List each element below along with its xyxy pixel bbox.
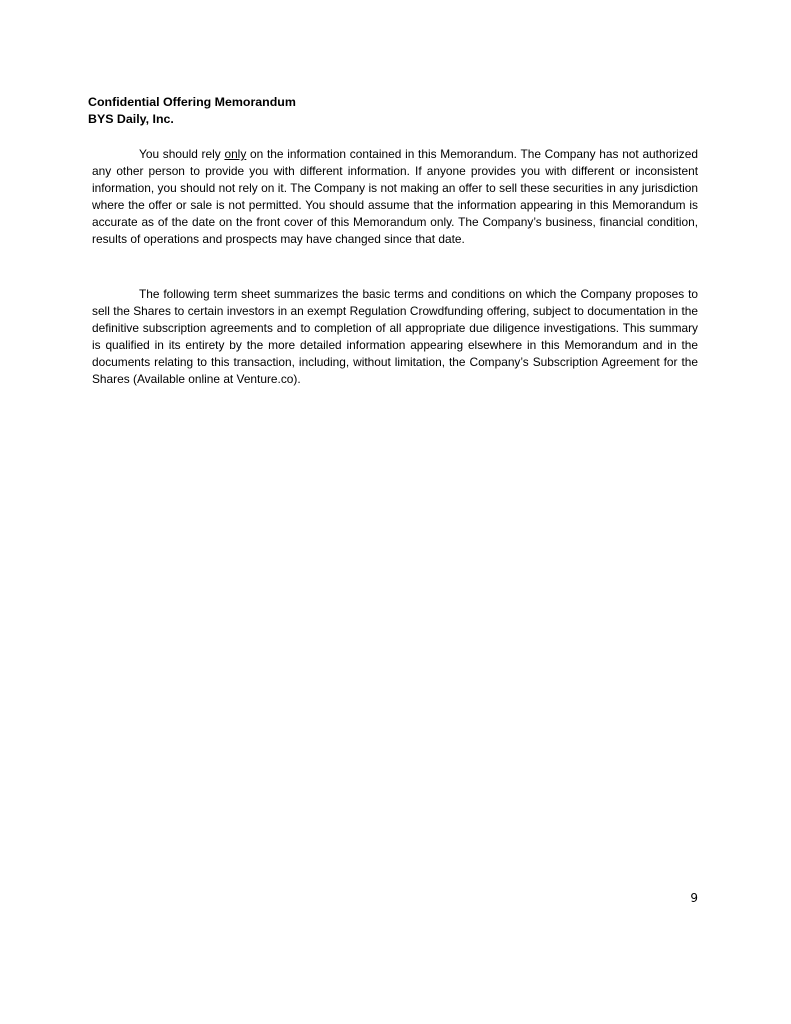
reliance-text-rest: on the information contained in this Memorandum. The Company has not authorized any other person to provide you with different information. If anyone provides you with different or inconsistent information, you should not rely on it. The Company is not making an offer to sell these securities in any jurisdiction where the offer or sale is not permitted. You should assume that the information appearing in this Memorandum is accurate as of the date on the front cover of this Memorandum only. The Company’s business, financial condition, results of operations and prospects may have changed since that date. [92, 147, 698, 246]
page-number: 9 [690, 891, 698, 905]
document-header [88, 94, 700, 127]
body-paragraph-reliance [92, 146, 698, 248]
document-title: Confidential Offering Memorandum [88, 95, 296, 109]
reliance-text-start: You should rely [139, 147, 225, 161]
company-name: BYS Daily, Inc. [88, 111, 174, 126]
body-paragraph-term-sheet: The following term sheet summarizes the basic terms and conditions on which the Company proposes to sell the Shares to certain investors in an exempt Regulation Crowdfunding offering, subject to documentation in the definitive subscription agreements and to completion of all appropriate due diligence investigations. This summary is qualified in its entirety by the more detailed information appearing elsewhere in this Memorandum and in the documents relating to this transaction, including, without limitation, the Company’s Subscription Agreement for the Shares (Available online at Venture.co). [92, 287, 698, 386]
underlined-emphasis: only [224, 147, 247, 161]
